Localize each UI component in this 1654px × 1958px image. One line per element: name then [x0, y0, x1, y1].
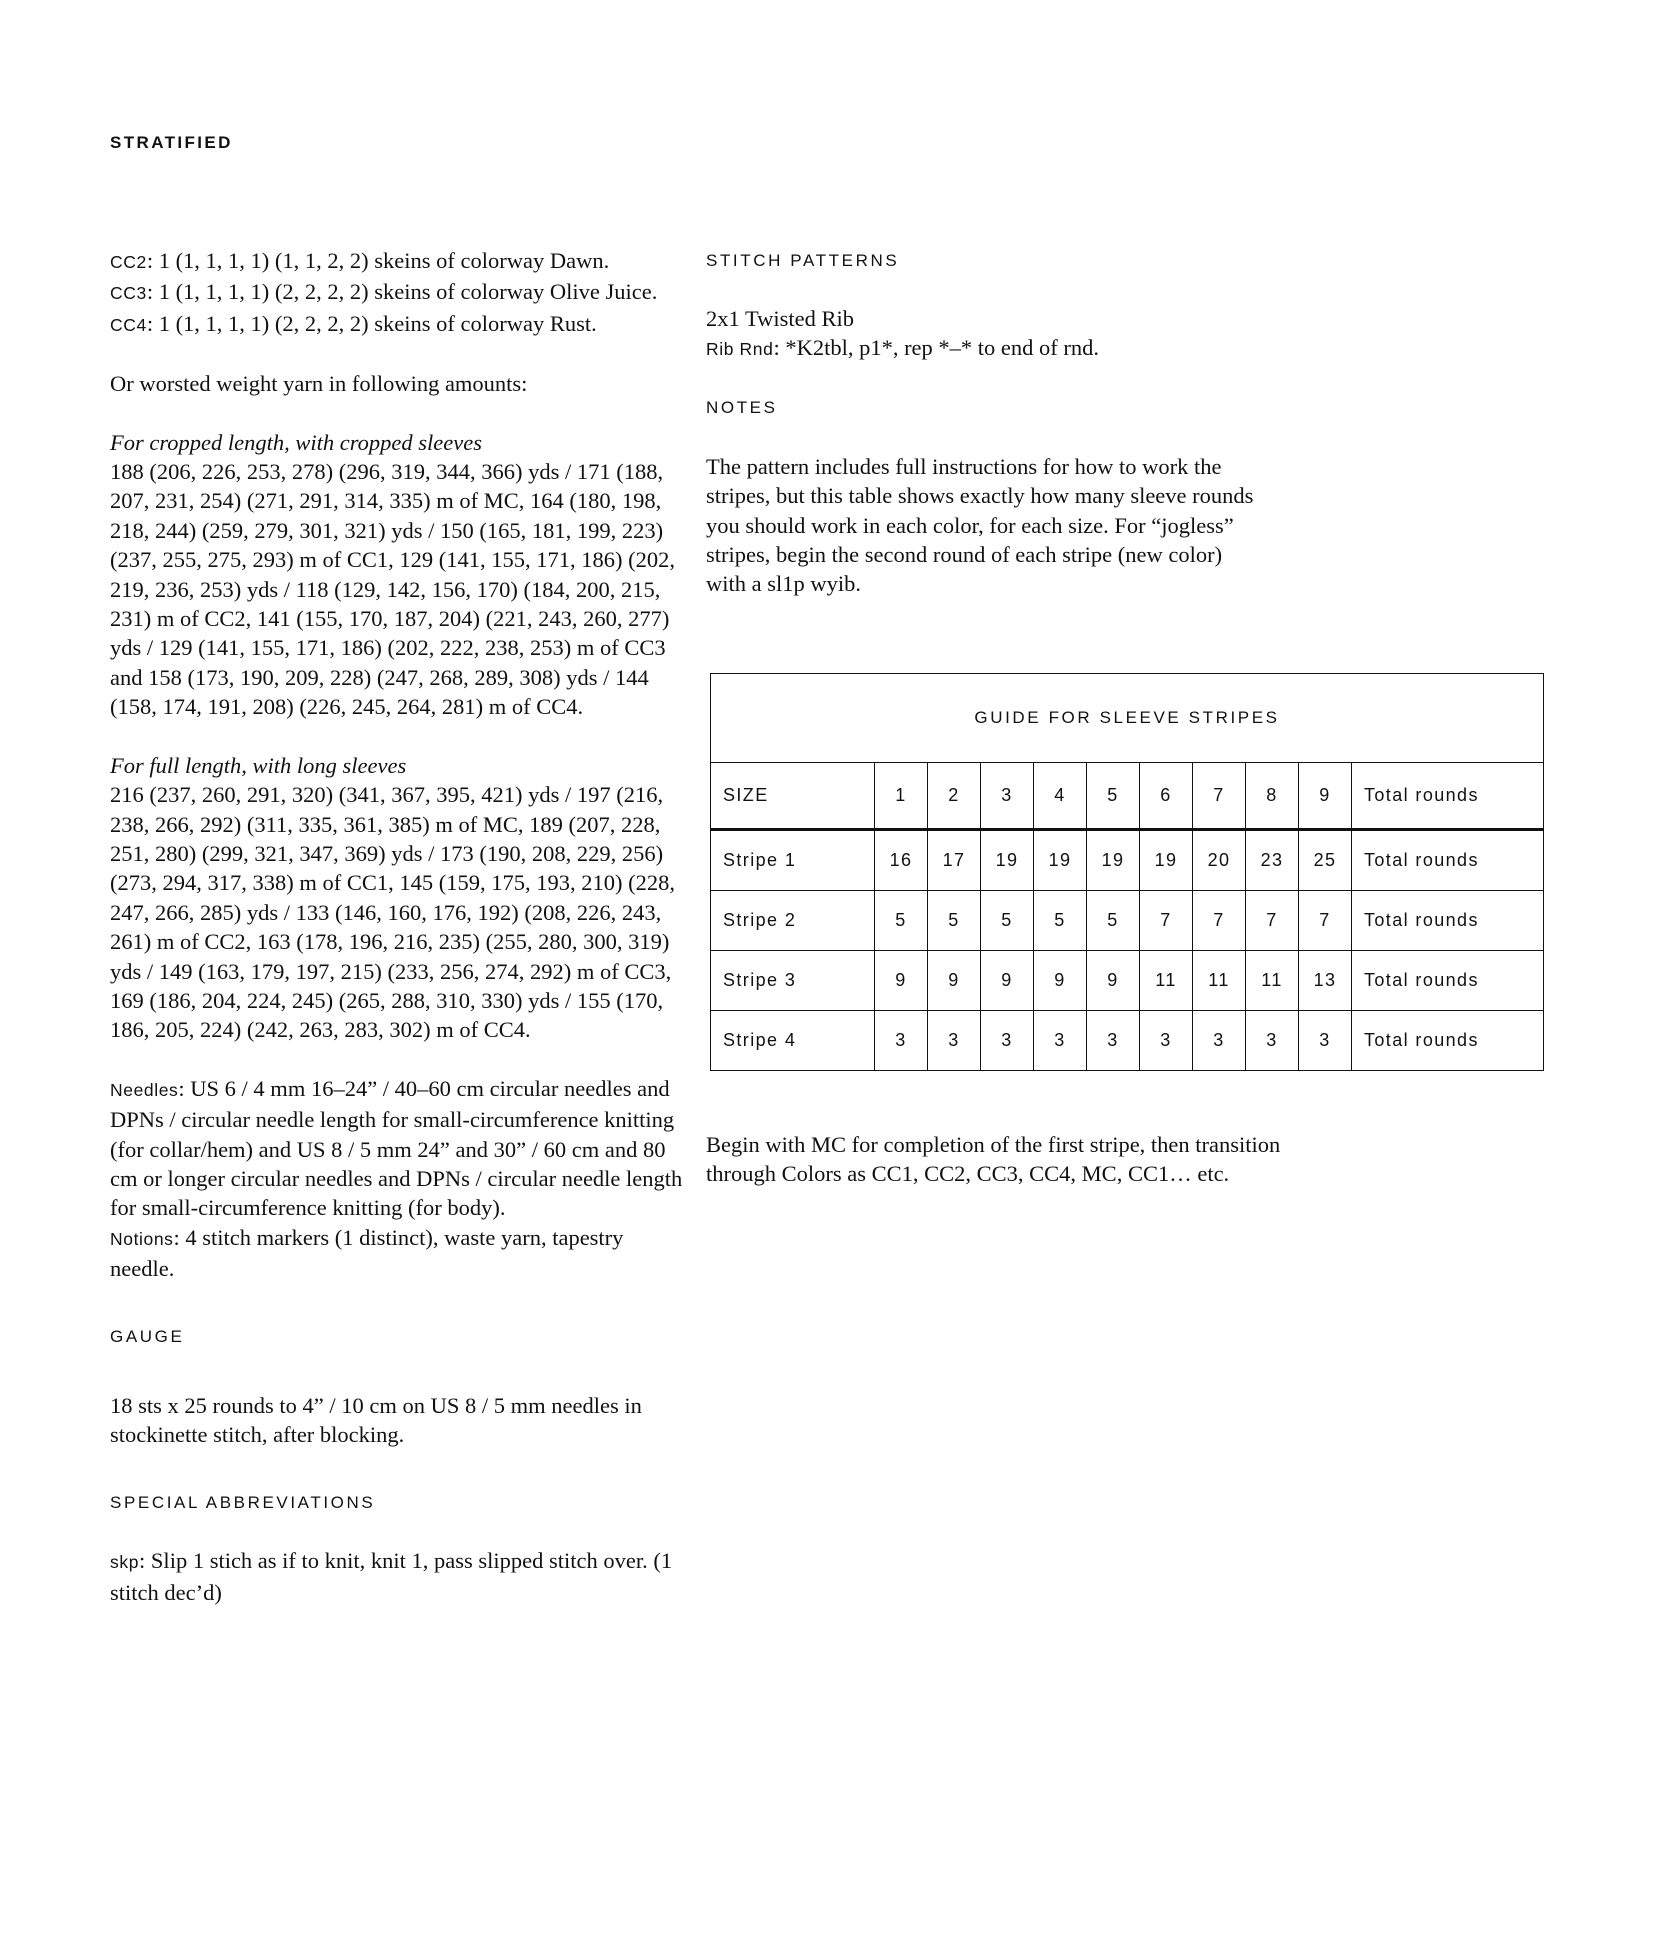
table-cell: Stripe 2 — [711, 891, 875, 951]
table-cell: 3 — [875, 1011, 928, 1071]
table-cell: 3 — [1299, 1011, 1352, 1071]
rib-label: Rib Rnd — [706, 339, 774, 360]
full-heading: For full length, with long sleeves — [110, 752, 407, 778]
table-cell: 7 — [1193, 891, 1246, 951]
table-cell: 9 — [1034, 951, 1087, 1011]
table-cell: Stripe 3 — [711, 951, 875, 1011]
header-cell: 3 — [981, 763, 1034, 830]
table-cell: 9 — [1087, 951, 1140, 1011]
table-cell: 3 — [1193, 1011, 1246, 1071]
cropped-heading: For cropped length, with cropped sleeves — [110, 429, 482, 455]
header-cell: 1 — [875, 763, 928, 830]
stitch-patterns-heading: STITCH PATTERNS — [706, 250, 900, 270]
table-cell: 19 — [1034, 830, 1087, 891]
header-cell: 8 — [1246, 763, 1299, 830]
gauge-text: 18 sts x 25 rounds to 4” / 10 cm on US 8 / 5 mm needles in stockinette stitch, after blocking. — [110, 1392, 642, 1447]
rib-round — [706, 333, 1306, 364]
needles-text: : US 6 / 4 mm 16–24” / 40–60 cm circular needles and DPNs / circular needle length for small-circumference knitting (for collar/hem) and US 8 / 5 mm 24” and 30” / 60 cm and 80 cm or longer circular needles and DPNs / circular needle length for small-circumference knitting (for body). — [110, 1075, 683, 1221]
table-cell: 3 — [928, 1011, 981, 1071]
table-cell: 3 — [981, 1011, 1034, 1071]
notes-heading: NOTES — [706, 398, 778, 418]
table-cell: 20 — [1193, 830, 1246, 891]
header-cell: 7 — [1193, 763, 1246, 830]
table-row — [711, 891, 1544, 951]
notions-paragraph — [110, 1223, 685, 1284]
table-row — [711, 951, 1544, 1011]
header-cell: 9 — [1299, 763, 1352, 830]
table-cell: 25 — [1299, 830, 1352, 891]
header-cell: 5 — [1087, 763, 1140, 830]
table-cell: Total rounds — [1352, 1011, 1544, 1071]
table-cell: 3 — [1087, 1011, 1140, 1071]
cropped-amounts: 188 (206, 226, 253, 278) (296, 319, 344, 366) yds / 171 (188, 207, 231, 254) (271, 291, 314, 335) m of MC, 164 (180, 198, 218, 244) (259, 279, 301, 321) yds / 150 (165, 181, 199, 223) (237, 255, 275, 293) m of CC1, 129 (141, 155, 171, 186) (202, 219, 236, 253) yds / 118 (129, 142, 156, 170) (184, 200, 215, 231) m of CC2, 141 (155, 170, 187, 204) (221, 243, 260, 277) yds / 129 (141, 155, 171, 186) (202, 222, 238, 253) m of CC3 and 158 (173, 190, 209, 228) (247, 268, 289, 308) yds / 144 (158, 174, 191, 208) (226, 245, 264, 281) m of CC4. — [110, 459, 675, 720]
notions-text: : 4 stitch markers (1 distinct), waste yarn, tapestry needle. — [110, 1224, 624, 1282]
table-cell: 11 — [1140, 951, 1193, 1011]
table-cell: Stripe 4 — [711, 1011, 875, 1071]
header-cell: 2 — [928, 763, 981, 830]
worsted-intro: Or worsted weight yarn in following amounts: — [110, 371, 528, 397]
table-cell: 19 — [1087, 830, 1140, 891]
table-cell: 23 — [1246, 830, 1299, 891]
table-cell: 5 — [1034, 891, 1087, 951]
gauge-heading: GAUGE — [110, 1327, 185, 1347]
table-cell: 19 — [1140, 830, 1193, 891]
table-cell: 11 — [1193, 951, 1246, 1011]
skp-label: skp — [110, 1552, 140, 1573]
table-caption: GUIDE FOR SLEEVE STRIPES — [711, 674, 1544, 763]
table-cell: 5 — [1087, 891, 1140, 951]
table-cell: 7 — [1299, 891, 1352, 951]
notes-text: The pattern includes full instructions for how to work the stripes, but this table shows exactly how many sleeve rounds you should work in each color, for each size. For “jogless” stripes, begin the second round of each stripe (new color) with a sl1p wyib. — [706, 453, 1254, 597]
abbreviations-heading: SPECIAL ABBREVIATIONS — [110, 1492, 376, 1512]
table-cell: Stripe 1 — [711, 830, 875, 891]
rib-text: : *K2tbl, p1*, rep *–* to end of rnd. — [773, 335, 1100, 361]
header-cell: 6 — [1140, 763, 1193, 830]
cc3-line — [110, 277, 685, 308]
table-cell: 3 — [1140, 1011, 1193, 1071]
table-header-row — [711, 763, 1544, 830]
table-cell: 7 — [1140, 891, 1193, 951]
cc4-label: CC4 — [110, 314, 147, 335]
header-cell: Total rounds — [1352, 763, 1544, 830]
table-cell: Total rounds — [1352, 951, 1544, 1011]
table-cell: 9 — [875, 951, 928, 1011]
table-cell: 5 — [928, 891, 981, 951]
table-cell: 3 — [1034, 1011, 1087, 1071]
table-cell: 9 — [981, 951, 1034, 1011]
table-cell: Total rounds — [1352, 891, 1544, 951]
skp-paragraph — [110, 1546, 685, 1607]
table-cell: 16 — [875, 830, 928, 891]
rib-name: 2x1 Twisted Rib — [706, 306, 855, 331]
full-amounts: 216 (237, 260, 291, 320) (341, 367, 395, 421) yds / 197 (216, 238, 266, 292) (311, 335, 361, 385) m of MC, 189 (207, 228, 251, 280) (299, 321, 347, 369) yds / 173 (190, 208, 229, 256) (273, 294, 317, 338) m of CC1, 145 (159, 175, 193, 210) (228, 247, 266, 285) yds / 133 (146, 160, 176, 192) (208, 226, 243, 261) m of CC2, 163 (178, 196, 216, 235) (255, 280, 300, 319) yds / 149 (163, 179, 197, 215) (233, 256, 274, 292) m of CC3, 169 (186, 204, 224, 245) (265, 288, 310, 330) yds / 155 (170, 186, 205, 224) (242, 263, 283, 302) m of CC4. — [110, 782, 675, 1043]
cc2-line — [110, 246, 685, 277]
cc2-label: CC2 — [110, 252, 147, 272]
table-cell: 7 — [1246, 891, 1299, 951]
header-cell: SIZE — [711, 763, 875, 830]
table-cell: 13 — [1299, 951, 1352, 1011]
table-cell: 5 — [875, 891, 928, 951]
cc2-text: : 1 (1, 1, 1, 1) (1, 1, 2, 2) skeins of colorway Dawn. — [146, 248, 610, 273]
stripe-order-note: Begin with MC for completion of the first stripe, then transition through Colors as CC1, CC2, CC3, CC4, MC, CC1… etc. — [706, 1132, 1281, 1187]
sleeve-stripes-table — [710, 673, 1544, 1071]
table-cell: 9 — [928, 951, 981, 1011]
table-row — [711, 830, 1544, 891]
cc3-label: CC3 — [110, 283, 147, 304]
right-column — [706, 246, 1566, 599]
table-row — [711, 1011, 1544, 1071]
needles-label: Needles — [110, 1079, 179, 1100]
page-title: STRATIFIED — [110, 133, 233, 152]
table-cell: Total rounds — [1352, 830, 1544, 891]
skp-text: : Slip 1 stich as if to knit, knit 1, pass slipped stitch over. (1 stitch dec’d) — [110, 1548, 673, 1605]
cc4-line — [110, 309, 685, 340]
table-cell: 3 — [1246, 1011, 1299, 1071]
table-cell: 17 — [928, 830, 981, 891]
cc3-text: : 1 (1, 1, 1, 1) (2, 2, 2, 2) skeins of colorway Olive Juice. — [146, 279, 658, 305]
table-cell: 11 — [1246, 951, 1299, 1011]
left-column — [110, 246, 685, 1607]
table-cell: 5 — [981, 891, 1034, 951]
notions-label: Notions — [110, 1228, 174, 1249]
needles-paragraph — [110, 1074, 685, 1223]
cc4-text: : 1 (1, 1, 1, 1) (2, 2, 2, 2) skeins of colorway Rust. — [146, 310, 597, 336]
table-cell: 19 — [981, 830, 1034, 891]
header-cell: 4 — [1034, 763, 1087, 830]
